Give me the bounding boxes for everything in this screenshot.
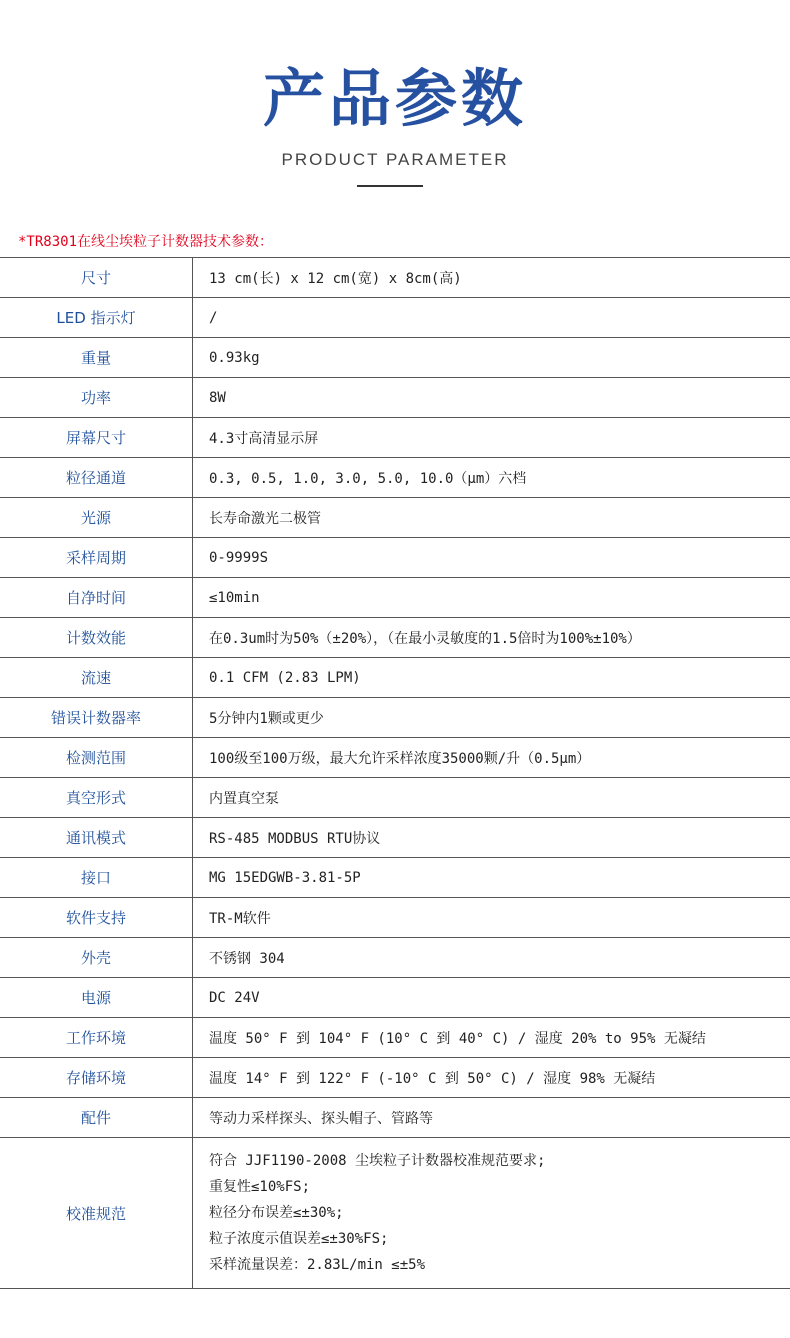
table-row: [0, 898, 790, 938]
row-label: LED 指示灯: [0, 298, 193, 338]
calibration-line: 粒子浓度示值误差≤±30%FS;: [209, 1231, 389, 1247]
table-row: [0, 378, 790, 418]
table-row: [0, 1098, 790, 1138]
row-value: 8W: [193, 378, 790, 418]
row-label: 粒径通道: [0, 458, 193, 498]
table-row: [0, 938, 790, 978]
row-value: 等动力采样探头、探头帽子、管路等: [193, 1098, 790, 1138]
table-row: [0, 458, 790, 498]
row-label: 检测范围: [0, 738, 193, 778]
table-row: [0, 698, 790, 738]
row-value: 内置真空泵: [193, 778, 790, 818]
row-value: /: [193, 298, 790, 338]
row-label: 外壳: [0, 938, 193, 978]
calibration-label: 校准规范: [0, 1138, 193, 1289]
row-value: 4.3寸高清显示屏: [193, 418, 790, 458]
row-label: 流速: [0, 658, 193, 698]
row-label: 自净时间: [0, 578, 193, 618]
table-row: [0, 298, 790, 338]
calibration-value: [193, 1138, 790, 1289]
row-value: TR-M软件: [193, 898, 790, 938]
title-divider: [357, 185, 423, 187]
row-value: ≤10min: [193, 578, 790, 618]
row-value: 0.93kg: [193, 338, 790, 378]
table-row: [0, 338, 790, 378]
row-label: 存储环境: [0, 1058, 193, 1098]
row-value: 温度 50° F 到 104° F (10° C 到 40° C) / 湿度 20% to 95% 无凝结: [193, 1018, 790, 1058]
spec-heading: *TR8301在线尘埃粒子计数器技术参数：: [18, 234, 274, 250]
spec-table: [0, 257, 790, 1289]
page-subtitle: PRODUCT PARAMETER: [281, 150, 509, 169]
row-value: 0.1 CFM (2.83 LPM): [193, 658, 790, 698]
row-value: MG 15EDGWB-3.81-5P: [193, 858, 790, 898]
table-row: [0, 1018, 790, 1058]
calibration-line: 粒径分布误差≤±30%;: [209, 1205, 344, 1221]
table-row: [0, 858, 790, 898]
row-label: 采样周期: [0, 538, 193, 578]
table-row: [0, 418, 790, 458]
row-value: 5分钟内1颗或更少: [193, 698, 790, 738]
row-value: DC 24V: [193, 978, 790, 1018]
page-title: 产品参数: [262, 62, 527, 135]
table-row: [0, 258, 790, 298]
row-label: 功率: [0, 378, 193, 418]
table-row: [0, 978, 790, 1018]
calibration-line: 重复性≤10%FS;: [209, 1179, 311, 1195]
row-value: 不锈钢 304: [193, 938, 790, 978]
table-row: [0, 1058, 790, 1098]
row-value: 在0.3um时为50%（±20%），（在最小灵敏度的1.5倍时为100%±10%）: [193, 618, 790, 658]
table-row: [0, 578, 790, 618]
row-value: 13 cm(长) x 12 cm(宽) x 8cm(高): [193, 258, 790, 298]
row-label: 屏幕尺寸: [0, 418, 193, 458]
table-row: [0, 658, 790, 698]
row-label: 工作环境: [0, 1018, 193, 1058]
row-value: 0.3, 0.5, 1.0, 3.0, 5.0, 10.0（μm）六档: [193, 458, 790, 498]
row-label: 计数效能: [0, 618, 193, 658]
row-label: 通讯模式: [0, 818, 193, 858]
row-value: 温度 14° F 到 122° F (-10° C 到 50° C) / 湿度 98% 无凝结: [193, 1058, 790, 1098]
row-value: 长寿命激光二极管: [193, 498, 790, 538]
calibration-line: 采样流量误差：2.83L/min ≤±5%: [209, 1257, 426, 1273]
row-label: 真空形式: [0, 778, 193, 818]
table-row: [0, 538, 790, 578]
calibration-row: [0, 1138, 790, 1289]
table-row: [0, 778, 790, 818]
row-label: 尺寸: [0, 258, 193, 298]
table-row: [0, 618, 790, 658]
row-label: 软件支持: [0, 898, 193, 938]
row-value: RS-485 MODBUS RTU协议: [193, 818, 790, 858]
row-label: 错误计数器率: [0, 698, 193, 738]
row-label: 配件: [0, 1098, 193, 1138]
table-row: [0, 498, 790, 538]
calibration-line: 符合 JJF1190-2008 尘埃粒子计数器校准规范要求;: [209, 1153, 546, 1169]
row-label: 接口: [0, 858, 193, 898]
table-row: [0, 738, 790, 778]
row-label: 电源: [0, 978, 193, 1018]
row-label: 光源: [0, 498, 193, 538]
row-value: 0-9999S: [193, 538, 790, 578]
row-value: 100级至100万级，最大允许采样浓度35000颗/升（0.5μm）: [193, 738, 790, 778]
row-label: 重量: [0, 338, 193, 378]
table-row: [0, 818, 790, 858]
